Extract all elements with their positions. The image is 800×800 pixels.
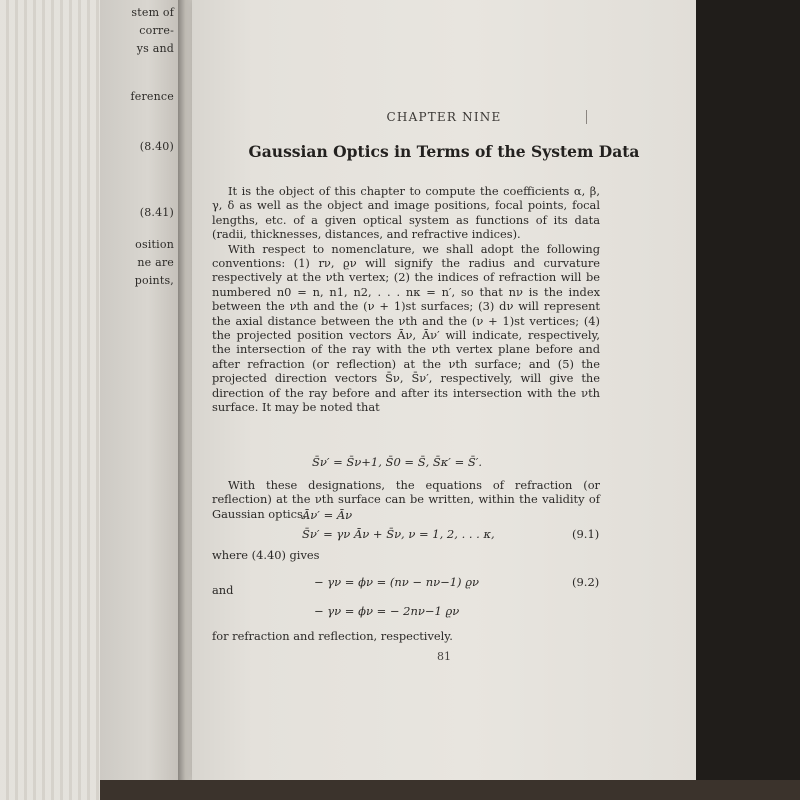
paragraph-intro: It is the object of this chapter to compute the coefficients α, β, γ, δ as well as the object and image positions, focal points, focal lengths, etc. of a given optical system as functions of its data (radii, thicknesses, distances, and refractive indices). bbox=[212, 184, 600, 242]
left-fragment: ne are bbox=[137, 256, 174, 269]
body-text bbox=[212, 184, 600, 415]
left-fragment: (8.41) bbox=[139, 206, 174, 219]
previous-page-sliver bbox=[100, 0, 180, 800]
page-number: 81 bbox=[437, 650, 451, 663]
equation-9-1b: S̄ν′ = γν Āν + S̄ν, ν = 1, 2, . . . κ, bbox=[302, 527, 495, 541]
body-text-2 bbox=[212, 478, 600, 521]
chapter-heading: CHAPTER NINE bbox=[386, 110, 502, 124]
dark-surround-bottom bbox=[100, 780, 800, 800]
book-page bbox=[192, 0, 696, 780]
table-texture bbox=[0, 0, 100, 800]
left-fragment: stem of bbox=[131, 6, 174, 19]
equation-number-9-2: (9.2) bbox=[572, 575, 600, 589]
chapter-title: Gaussian Optics in Terms of the System Data bbox=[248, 142, 640, 161]
equation-conventions: S̄ν′ = S̄ν+1, S̄0 = S̄, S̄κ′ = S̄′. bbox=[312, 455, 483, 469]
paragraph-nomenclature: With respect to nomenclature, we shall adopt the following conventions: (1) rν, ϱν will signify the radius and curvature respectively at the νth vertex; (2) the indices of refraction will be numbered n0 = n, n1, n2, . . . nκ = n′, so that nν is the index between the νth and the (ν + 1)st surfaces; (3) dν will represent the axial distance between the νth and the (ν + 1)st vertices; (4) the projected position vectors Āν, Āν′ will indicate, respectively, the intersection of the ray with the νth vertex plane before and after refraction (or reflection) at the νth surface; and (5) the projected direction vectors S̄ν, S̄ν′, respectively, will give the direction of the ray before and after its intersection with the νth surface. It may be noted that bbox=[212, 241, 600, 415]
equation-9-2a: − γν = ϕν = (nν − nν−1) ϱν bbox=[314, 575, 479, 589]
paragraph-designations: With these designations, the equations of refraction (or reflection) at the νth surface can be written, within the validity of Gaussian optics, bbox=[212, 478, 600, 521]
where-text: where (4.40) gives bbox=[212, 548, 320, 562]
left-fragment: corre- bbox=[139, 24, 174, 37]
equation-9-2b: − γν = ϕν = − 2nν−1 ϱν bbox=[314, 604, 460, 618]
left-fragment: osition bbox=[135, 238, 174, 251]
left-fragment: points, bbox=[134, 274, 174, 287]
and-text: and bbox=[212, 583, 234, 597]
left-fragment: (8.40) bbox=[139, 140, 174, 153]
left-fragment: ys and bbox=[136, 42, 174, 55]
equation-9-1a: Āν′ = Āν bbox=[302, 508, 353, 522]
left-fragment: ference bbox=[130, 90, 174, 103]
dark-surround-right bbox=[696, 0, 800, 800]
equation-number-9-1: (9.1) bbox=[572, 527, 600, 541]
closing-text: for refraction and reflection, respectively. bbox=[212, 629, 453, 643]
